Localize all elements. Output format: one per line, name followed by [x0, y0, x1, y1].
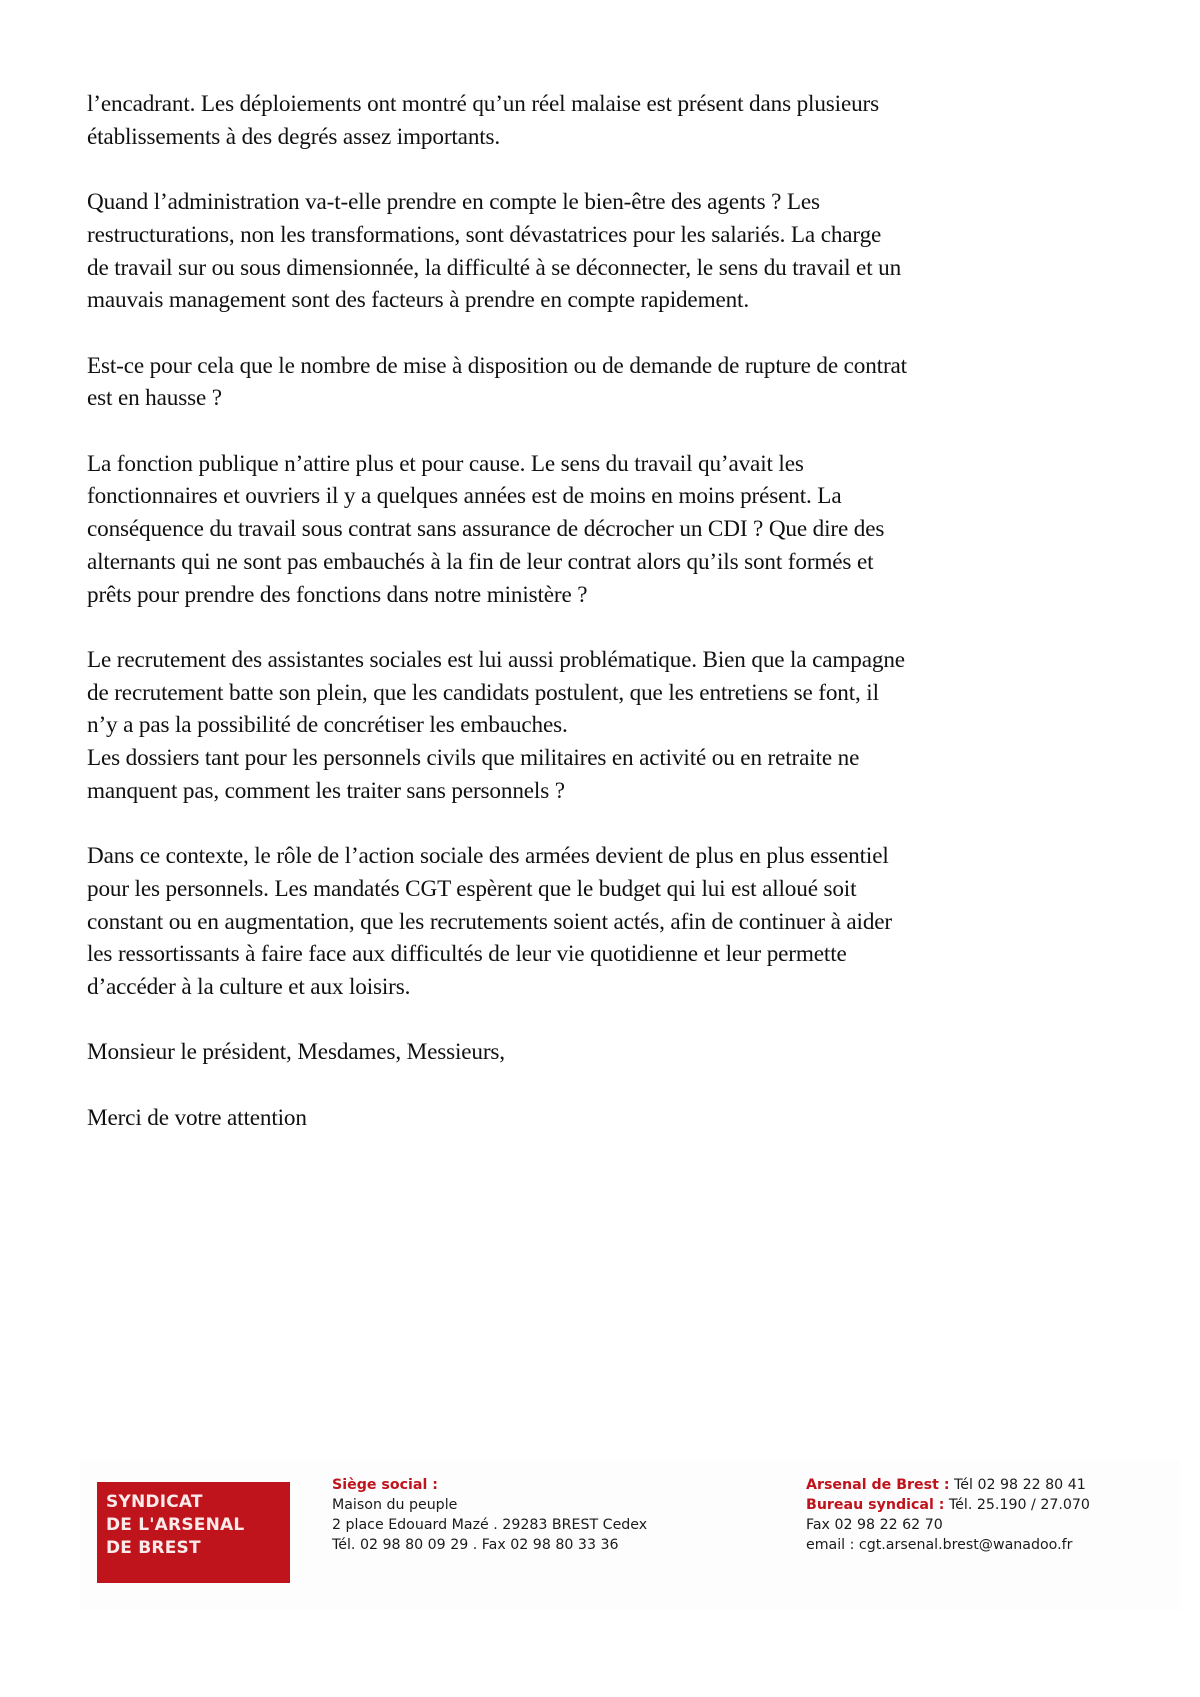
text-line: est en hausse ? [87, 385, 222, 412]
text-line: Est-ce pour cela que le nombre de mise à disposition ou de demande de rupture de contrat [87, 352, 907, 379]
logo-line: DE L'ARSENAL [106, 1515, 245, 1535]
paragraph-fonction-publique [87, 448, 1094, 612]
syndicat-logo [97, 1482, 290, 1583]
text-line: Quand l’administration va-t-elle prendre en compte le bien-être des agents ? Les [87, 189, 820, 216]
arsenal-label: Arsenal de Brest : [806, 1477, 950, 1493]
text-line: La fonction publique n’attire plus et pour cause. Le sens du travail qu’avait les [87, 450, 804, 477]
text-line: établissements à des degrés assez importants. [87, 123, 501, 150]
siege-line: Maison du peuple [332, 1497, 458, 1513]
paragraph-action-sociale [87, 840, 1094, 1004]
text-line: Merci de votre attention [87, 1104, 307, 1131]
text-line: Dans ce contexte, le rôle de l’action sociale des armées devient de plus en plus essentiel [87, 843, 889, 870]
text-line: fonctionnaires et ouvriers il y a quelques années est de moins en moins présent. La [87, 483, 842, 510]
arsenal-phone-row [806, 1475, 1090, 1495]
text-line: manquent pas, comment les traiter sans personnels ? [87, 777, 565, 804]
text-line: Le recrutement des assistantes sociales est lui aussi problématique. Bien que la campagne [87, 646, 905, 673]
letter-body [87, 88, 1094, 1167]
siege-label: Siège social : [332, 1477, 438, 1493]
siege-address: 2 place Edouard Mazé . 29283 BREST Cedex [332, 1517, 648, 1533]
arsenal-phone: Tél 02 98 22 80 41 [949, 1477, 1086, 1493]
text-line: alternants qui ne sont pas embauchés à la fin de leur contrat alors qu’ils sont formés et [87, 548, 874, 575]
text-line: conséquence du travail sous contrat sans assurance de décrocher un CDI ? Que dire des [87, 516, 885, 543]
paragraph-malaise [87, 88, 1094, 153]
text-line: de recrutement batte son plein, que les candidats postulent, que les entretiens se font, il [87, 679, 879, 706]
paragraph-assistantes-sociales [87, 644, 1094, 742]
email-link[interactable]: email : cgt.arsenal.brest@wanadoo.fr [806, 1537, 1073, 1553]
text-line: de travail sur ou sous dimensionnée, la difficulté à se déconnecter, le sens du travail et un [87, 254, 902, 281]
text-line: pour les personnels. Les mandatés CGT espèrent que le budget qui lui est alloué soit [87, 875, 857, 902]
text-line: l’encadrant. Les déploiements ont montré qu’un réel malaise est présent dans plusieurs [87, 91, 879, 117]
letterhead-footer [80, 1460, 1180, 1610]
arsenal-fax: Fax 02 98 22 62 70 [806, 1517, 943, 1533]
text-line: Les dossiers tant pour les personnels civils que militaires en activité ou en retraite ne [87, 745, 860, 771]
text-line: mauvais management sont des facteurs à prendre en compte rapidement. [87, 287, 749, 314]
logo-line: DE BREST [106, 1538, 201, 1558]
siege-phone-fax: Tél. 02 98 80 09 29 . Fax 02 98 80 33 36 [332, 1537, 619, 1553]
paragraph-bien-etre [87, 186, 1094, 317]
paragraph-rupture-contrat [87, 350, 1094, 415]
text-line: restructurations, non les transformations, sont dévastatrices pour les salariés. La charge [87, 221, 882, 248]
text-line: n’y a pas la possibilité de concrétiser les embauches. [87, 712, 568, 739]
text-line: les ressortissants à faire face aux difficultés de leur vie quotidienne et leur permette [87, 941, 847, 968]
bureau-label: Bureau syndical : [806, 1497, 945, 1513]
text-line: Monsieur le président, Mesdames, Messieurs, [87, 1039, 505, 1066]
text-line: d’accéder à la culture et aux loisirs. [87, 973, 411, 1000]
paragraph-dossiers [87, 742, 1094, 807]
arsenal-contact-block [806, 1475, 1090, 1555]
text-line: prêts pour prendre des fonctions dans notre ministère ? [87, 581, 588, 608]
bureau-phone-row [806, 1495, 1090, 1515]
bureau-phone: Tél. 25.190 / 27.070 [944, 1497, 1090, 1513]
siege-social-block [332, 1475, 647, 1555]
closing [87, 1102, 1094, 1135]
text-line: constant ou en augmentation, que les recrutements soient actés, afin de continuer à aider [87, 908, 892, 935]
logo-line: SYNDICAT [106, 1492, 203, 1512]
salutation [87, 1036, 1094, 1069]
